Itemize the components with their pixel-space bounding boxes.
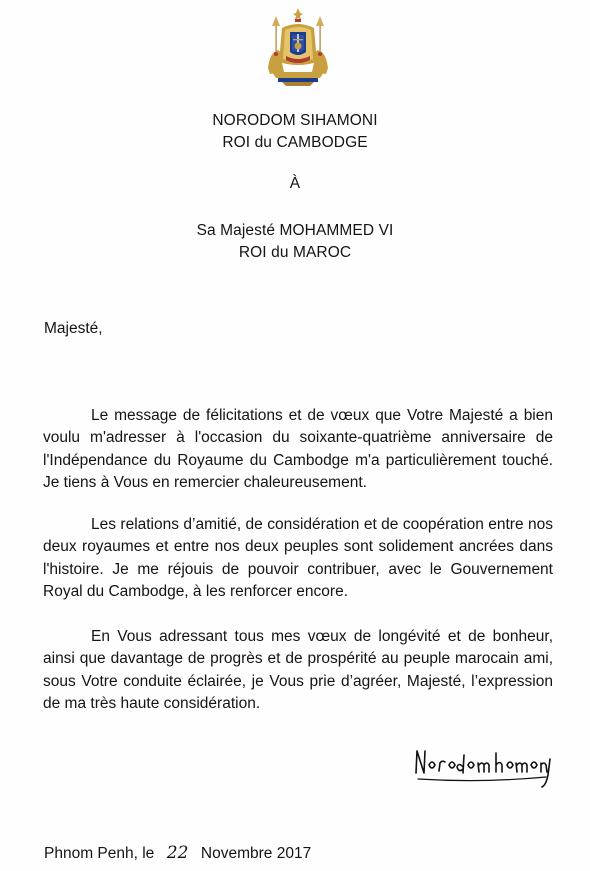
body-paragraph-3: En Vous adressant tous mes vœux de longévité et de bonheur, ainsi que davantage de progrès et de prospérité au peuple marocain ami, sous Votre conduite éclairée, je Vous prie d’agréer, Majesté, l’expression de ma très haute considération. — [43, 628, 553, 712]
recipient-name: Sa Majesté MOHAMMED VI — [196, 222, 394, 239]
date-line — [44, 843, 311, 863]
recipient-title: ROI du MAROC — [238, 244, 352, 261]
addressed-to-word: À — [289, 175, 301, 192]
handwritten-signature-icon — [412, 743, 554, 789]
date-day: 22 — [166, 843, 189, 863]
date-place: Phnom Penh, le — [44, 845, 155, 862]
salutation: Majesté, — [44, 320, 103, 337]
recipient-block — [0, 220, 590, 264]
date-month-year: Novembre 2017 — [200, 845, 312, 862]
royal-coat-of-arms-icon — [262, 6, 334, 88]
body-paragraph-1: Le message de félicitations et de vœux que Votre Majesté a bien voulu m'adresser à l'occasion du soixante-quatrième anniversaire de l'Indépendance du Royaume du Cambodge m'a particulièrement touché. Je tiens à Vous en remercier chaleureusement. — [43, 407, 553, 491]
body-paragraph-2: Les relations d’amitié, de considération et de coopération entre nos deux royaumes et entre nos deux peuples sont solidement ancrées dans l'histoire. Je me réjouis de pouvoir contribuer, avec le Gouvernement Royal du Cambodge, à les renforcer encore. — [43, 516, 553, 600]
sender-title: ROI du CAMBODGE — [222, 134, 368, 151]
sender-block — [0, 110, 590, 154]
sender-name: NORODOM SIHAMONI — [212, 112, 378, 129]
